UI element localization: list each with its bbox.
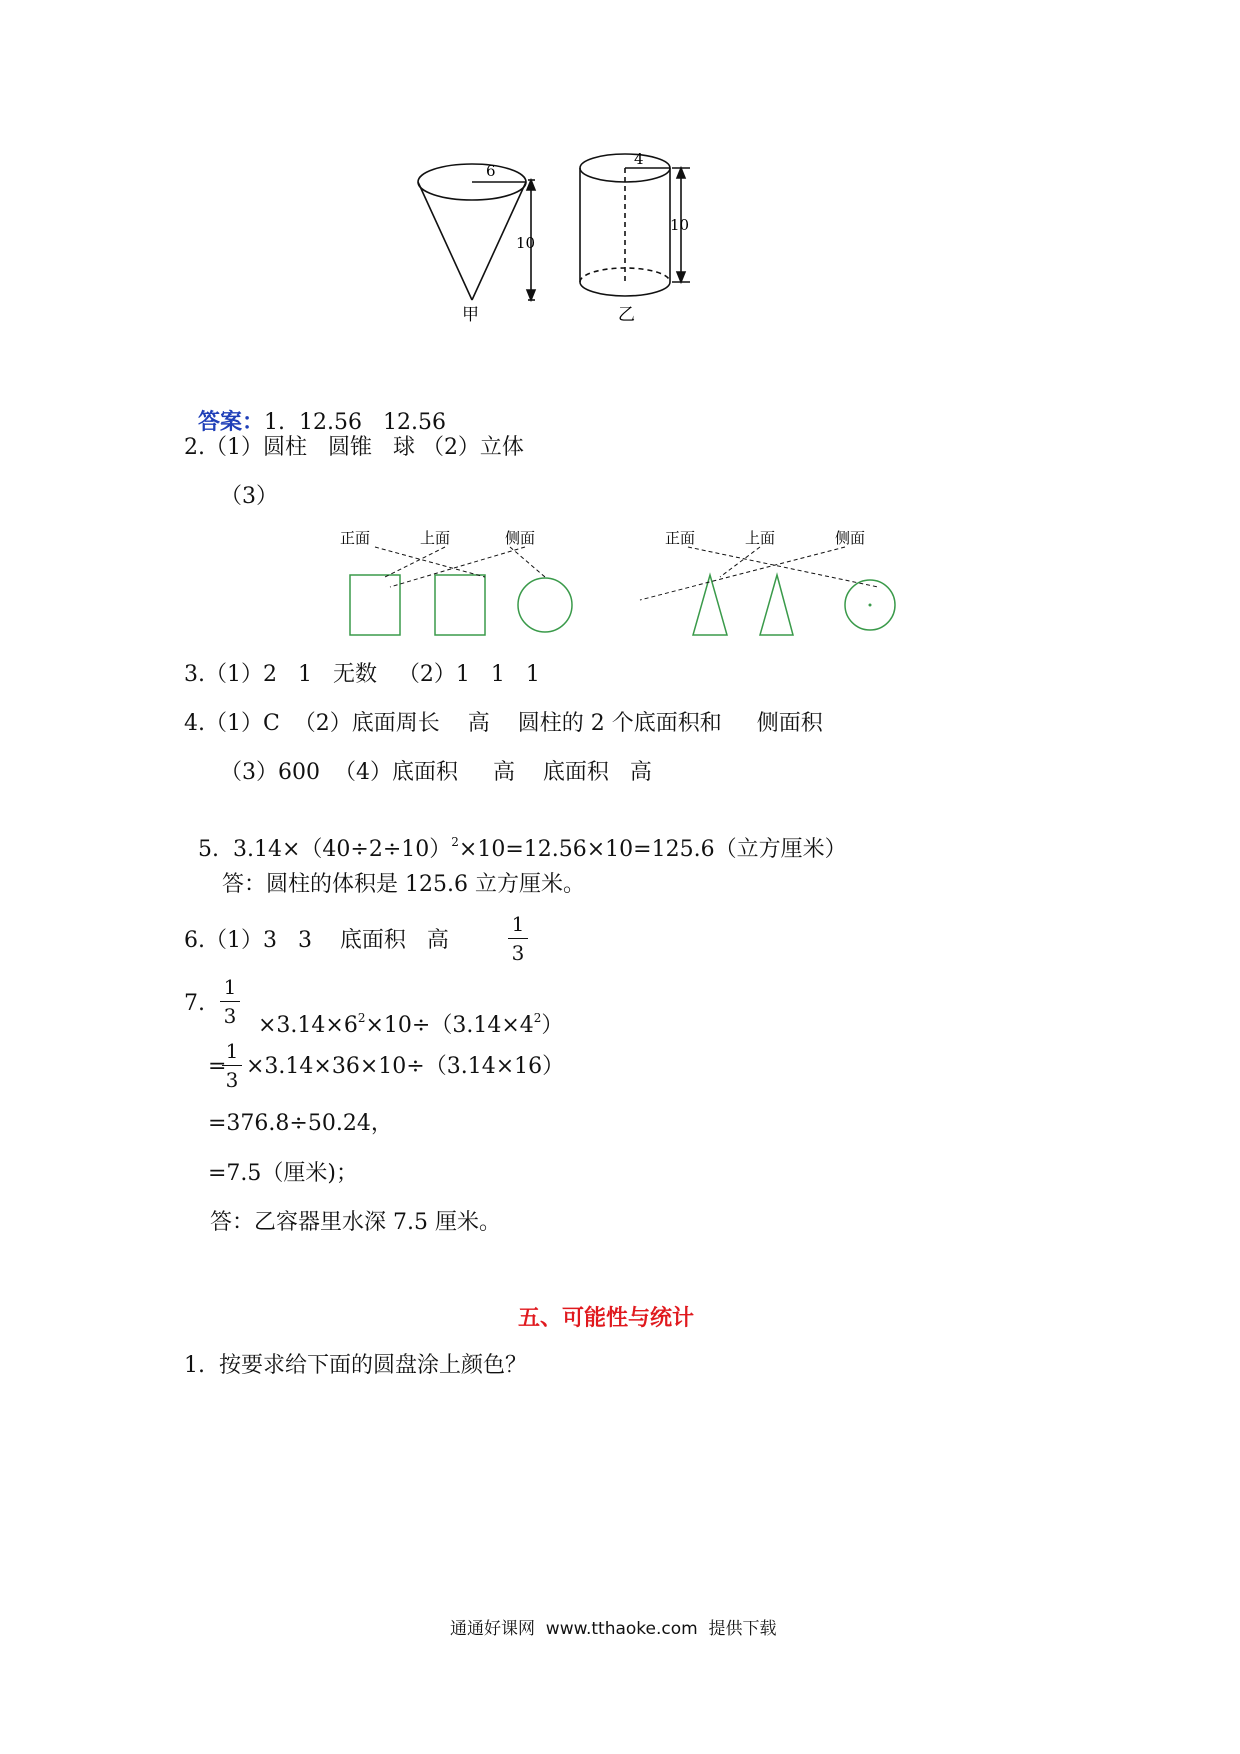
fraction-denominator: 3 — [223, 1004, 237, 1028]
answer-2-3: （3） — [220, 484, 278, 509]
view-top-label-2: 上面 — [745, 529, 776, 547]
page-footer: 通通好课网 www.tthaoke.com 提供下载 — [450, 1619, 777, 1639]
cone-top-view — [760, 575, 793, 635]
cone-front-view — [693, 575, 727, 635]
answer-1 — [184, 389, 446, 434]
answer-label: 答案： — [198, 409, 265, 435]
fraction-numerator: 1 — [225, 1039, 239, 1063]
answer-7-line-1 — [244, 993, 563, 1037]
three-views-diagram — [330, 525, 910, 645]
answer-5-conclusion: 答：圆柱的体积是 125.6 立方厘米。 — [222, 872, 585, 897]
answer-5-post: ×10=12.56×10=125.6（立方厘米） — [458, 837, 847, 862]
a7-l1b: ×10÷（3.14×4 — [365, 1013, 534, 1038]
answer-7-number: 7. — [184, 991, 205, 1016]
answer-7-conclusion: 答：乙容器里水深 7.5 厘米。 — [210, 1210, 501, 1235]
answer-1-text: 1. 12.56 12.56 — [264, 410, 446, 435]
fraction-numerator: 1 — [223, 975, 237, 999]
cylinder-height-label: 10 — [670, 216, 690, 234]
question-1: 1. 按要求给下面的圆盘涂上颜色？ — [184, 1353, 527, 1378]
answer-7-fraction-1 — [220, 977, 240, 1026]
answer-7-line-4: =7.5（厘米)； — [208, 1161, 359, 1186]
a7-l1a: ×3.14×6 — [258, 1013, 358, 1038]
fraction-denominator: 3 — [225, 1068, 239, 1092]
answer-5-pre: 5. 3.14×（40÷2÷10） — [198, 837, 452, 862]
cylinder-side-view — [518, 578, 572, 632]
view-front-label-2: 正面 — [665, 529, 696, 547]
fraction-numerator: 1 — [511, 912, 525, 936]
fraction-denominator: 3 — [511, 941, 525, 965]
view-top-label-1: 上面 — [420, 529, 451, 547]
a7-l1c: ） — [541, 1013, 564, 1038]
answer-7-fraction-2 — [222, 1041, 242, 1090]
answer-3: 3.（1）2 1 无数 （2）1 1 1 — [184, 662, 540, 687]
cylinder-label: 乙 — [618, 305, 635, 325]
cone-cylinder-figure — [400, 150, 730, 330]
a7-l1-sup1: 2 — [357, 1011, 366, 1025]
cone-radius-label: 6 — [486, 162, 496, 180]
answer-6: 6.（1）3 3 底面积 高 — [184, 928, 449, 953]
answer-7-line-3: =376.8÷50.24， — [208, 1111, 393, 1136]
cone-label: 甲 — [462, 305, 479, 325]
view-front-label-1: 正面 — [340, 529, 371, 547]
cylinder-front-view — [350, 575, 400, 635]
answer-4-line-2: （3）600 （4）底面积 高 底面积 高 — [220, 760, 652, 785]
cone-shape — [418, 164, 535, 300]
answer-5 — [184, 817, 847, 861]
cone-height-label: 10 — [516, 234, 536, 252]
view-side-label-1: 侧面 — [505, 529, 536, 547]
section-title: 五、可能性与统计 — [518, 1305, 695, 1331]
view-side-label-2: 侧面 — [835, 529, 866, 547]
answer-5-sup: 2 — [451, 835, 459, 849]
cylinder-top-view — [435, 575, 485, 635]
answer-6-fraction — [508, 914, 528, 963]
answer-4-line-1: 4.（1）C （2）底面周长 高 圆柱的 2 个底面积和 侧面积 — [184, 711, 823, 736]
cylinder-radius-label: 4 — [634, 150, 644, 168]
answer-7-line-2: ×3.14×36×10÷（3.14×16） — [246, 1054, 565, 1079]
answer-7-eq: = — [208, 1054, 227, 1079]
a7-l1-sup2: 2 — [533, 1011, 542, 1025]
answer-2: 2.（1）圆柱 圆锥 球 （2）立体 — [184, 435, 524, 460]
